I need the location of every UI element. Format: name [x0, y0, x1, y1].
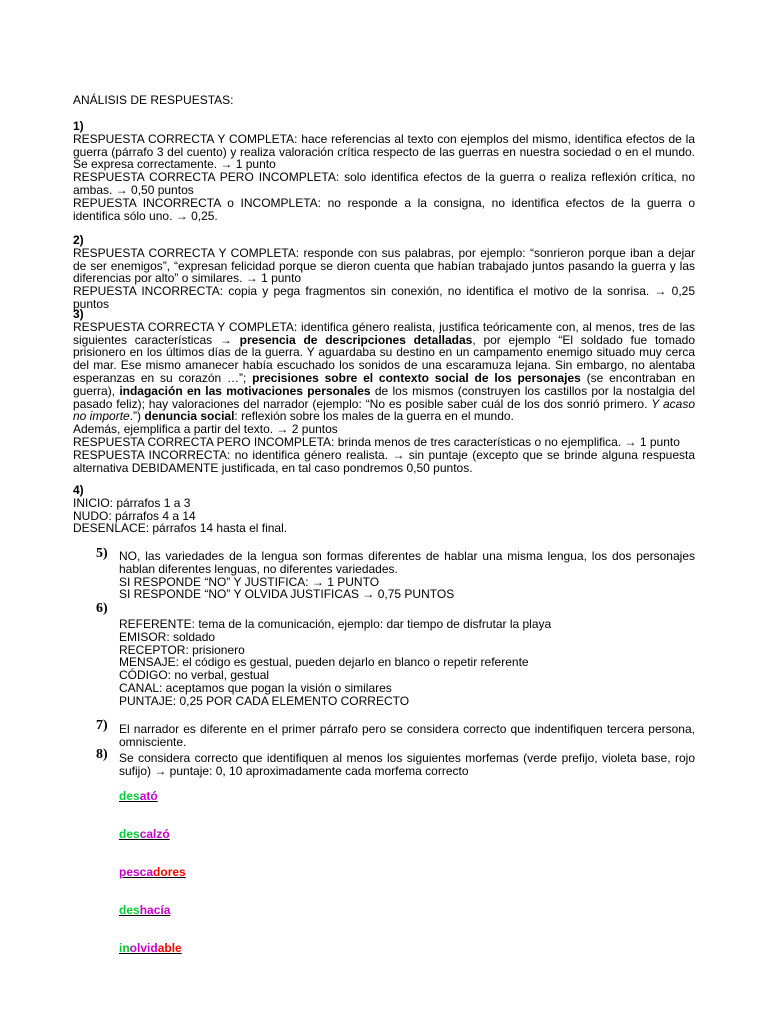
morpheme-suffix: dores [153, 865, 186, 879]
emphasis: indagación en las motivaciones personales [119, 383, 371, 398]
morpheme-base: calzó [139, 827, 170, 841]
emphasis: denuncia social [144, 409, 235, 424]
text: (se encontraban en guerra), [73, 370, 695, 398]
answer-correct-incomplete: RESPUESTA CORRECTA PERO INCOMPLETA: brinda menos de tres características o no ejemplifica. → 1 punto [73, 434, 680, 449]
answer-correct-complete: RESPUESTA CORRECTA Y COMPLETA: responde con sus palabras, por ejemplo: “sonrieron porque iban a dejar de ser enemigos”, “expresan felicidad porque se dieron cuenta que habían trabajado juntos pasando la guerra y las diferencias por alto” o similares. → 1 punto [73, 245, 695, 286]
morpheme-prefix: des [119, 827, 140, 841]
morpheme-base: olvid [129, 941, 158, 955]
morpheme-base: ató [139, 789, 158, 803]
text: , por ejemplo “El soldado fue tomado prisionero en los últimos días de la guerra. Y aguardaba su destino en un campamento enemigo situado muy cerca del mar. Ese mismo amanecer había escuchado los sonidos de una escaramuza lejana. Sin embargo, no alentaba esperanzas en su corazón …”; [73, 332, 695, 385]
section-number: 1) [73, 119, 84, 133]
text: : reflexión sobre los males de la guerra en el mundo. [234, 409, 514, 424]
answer-label: RESPUESTA CORRECTA Y COMPLETA: [73, 131, 298, 146]
answer-incorrect: RESPUESTA INCORRECTA: no identifica género realista. → sin puntaje (excepto que se brinde alguna respuesta alternativa DEBIDAMENTE justificada, en tal caso pondremos 0,50 puntos. [73, 447, 695, 475]
puntaje: PUNTAJE: 0,25 POR CADA ELEMENTO CORRECTO [119, 693, 410, 708]
morpheme-base: hacía [139, 903, 171, 917]
text: RESPUESTA CORRECTA Y COMPLETA: identifica género realista, justifica teóricamente con, al menos, tres de las siguientes características → [73, 319, 695, 347]
morpheme-base: pesca [119, 865, 154, 879]
morpheme-word [119, 866, 186, 879]
section-2 [73, 234, 695, 311]
answer-correct-complete [73, 321, 695, 423]
answer-text: NO, las variedades de la lengua son formas diferentes de hablar una misma lengua, los dos personajes hablan diferentes lenguas, no diferentes variedades. [119, 549, 695, 576]
emphasis: presencia de descripciones detalladas [239, 332, 473, 347]
section-6 [119, 618, 695, 708]
section-number: 2) [73, 233, 84, 247]
section-number: 3) [73, 307, 84, 321]
section-3 [73, 308, 695, 474]
morpheme-word [119, 904, 170, 917]
text: .”) [129, 409, 145, 424]
morpheme-word [119, 790, 158, 803]
morpheme-prefix: des [119, 903, 140, 917]
answer-correct-complete [73, 133, 695, 171]
score-justified: SI RESPONDE “NO” Y JUSTIFICA: → 1 PUNTO [119, 574, 380, 589]
answer-incorrect: REPUESTA INCORRECTA o INCOMPLETA: no responde a la consigna, no identifica efectos de la guerra o identifica sólo uno. → 0,25. [73, 195, 695, 223]
morpheme-suffix: able [157, 941, 182, 955]
answer-text: El narrador es diferente en el primer párrafo pero se considera correcto que indentifiquen tercera persona, omnisciente. [119, 722, 695, 749]
text: de los mismos (construyen los castillos por la nostalgia del pasado feliz); hay valoraciones del narrador (ejemplo: “No es posible saber cuál de los dos sonrió primero. [73, 383, 695, 411]
section-4 [73, 484, 695, 535]
answer-text: hace referencias al texto con ejemplos del mismo, identifica efectos de la guerra (párrafo 3 del cuento) y realiza valoración crítica respecto de las guerras en nuestra sociedad o en el mundo. Se expresa correctamente. → 1 punto [73, 131, 695, 172]
section-number-7: 7) [96, 718, 108, 733]
answer-incorrect: REPUESTA INCORRECTA: copia y pega fragmentos sin conexión, no identifica el motivo de la sonrisa. → 0,25 puntos [73, 284, 695, 311]
structure-desenlace: DESENLACE: párrafos 14 hasta el final. [73, 521, 288, 536]
codigo: CÓDIGO: no verbal, gestual [119, 668, 270, 683]
italic-quote: Y acaso no importe [73, 396, 695, 424]
section-8 [119, 752, 695, 778]
structure-nudo: NUDO: párrafos 4 a 14 [73, 508, 196, 523]
section-number-5: 5) [96, 546, 108, 561]
morpheme-prefix: in [119, 941, 130, 955]
section-1 [73, 120, 695, 222]
mensaje: MENSAJE: el código es gestual, pueden dejarlo en blanco o repetir referente [119, 655, 529, 670]
section-7 [119, 723, 695, 749]
answer-text: Se considera correcto que identifiquen al menos los siguientes morfemas (verde prefijo, violeta base, rojo sufijo) → puntaje: 0, 10 aproximadamente cada morfema correcto [119, 751, 695, 778]
canal: CANAL: aceptamos que pogan la visión o similares [119, 680, 392, 695]
morpheme-word [119, 828, 170, 841]
section-number-6: 6) [96, 601, 108, 616]
document-title: ANÁLISIS DE RESPUESTAS: [73, 93, 234, 107]
structure-inicio: INICIO: párrafos 1 a 3 [73, 495, 191, 510]
morpheme-word [119, 942, 182, 955]
answer-correct-incomplete: RESPUESTA CORRECTA PERO INCOMPLETA: solo identifica efectos de la guerra o realiza reflexión crítica, no ambas. → 0,50 puntos [73, 170, 695, 197]
section-5 [119, 550, 695, 601]
score-unjustified: SI RESPONDE “NO” Y OLVIDA JUSTIFICAS → 0,75 PUNTOS [119, 587, 455, 602]
receptor: RECEPTOR: prisionero [119, 642, 245, 657]
section-number-8: 8) [96, 747, 108, 762]
answer-note: Además, ejemplifica a partir del texto. → 2 puntos [73, 422, 338, 437]
referente: REFERENTE: tema de la comunicación, ejemplo: dar tiempo de disfrutar la playa [119, 617, 552, 631]
section-number: 4) [73, 483, 84, 497]
morpheme-prefix: des [119, 789, 140, 803]
emisor: EMISOR: soldado [119, 629, 216, 644]
emphasis: precisiones sobre el contexto social de los personajes [252, 370, 581, 385]
